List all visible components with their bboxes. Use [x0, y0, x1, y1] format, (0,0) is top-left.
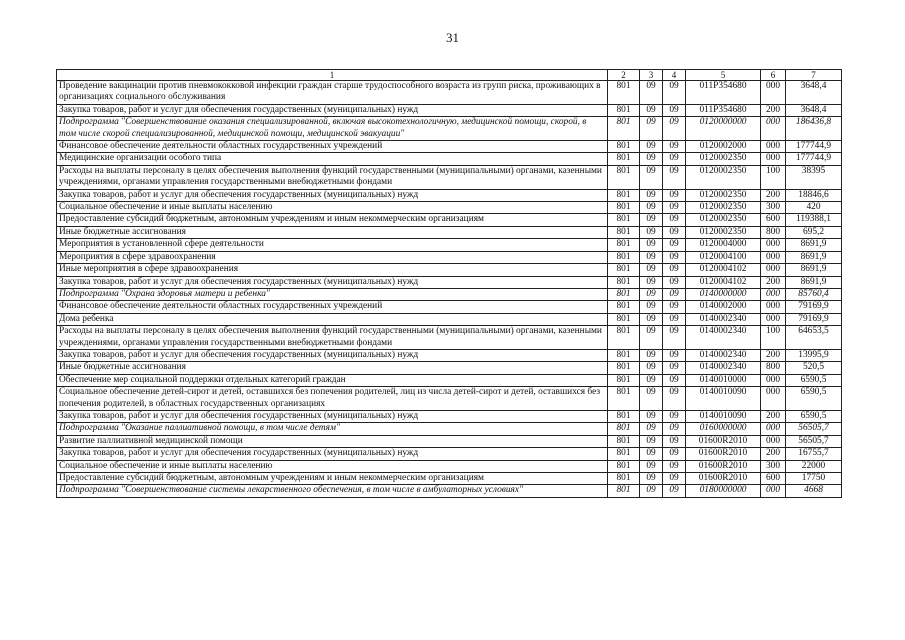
amount-cell: 17750 — [786, 473, 842, 485]
expense-name-cell: Развитие паллиативной медицинской помощи — [57, 435, 608, 447]
table-row — [57, 374, 842, 386]
subsection-code-cell: 09 — [663, 349, 686, 361]
section-code-cell: 09 — [640, 239, 663, 251]
table-row — [57, 153, 842, 165]
table-row — [57, 214, 842, 226]
subprogram-row — [57, 485, 842, 497]
expense-type-cell: 300 — [761, 460, 786, 472]
subsection-code-cell: 09 — [663, 435, 686, 447]
subprogram-row — [57, 117, 842, 141]
expense-name-cell: Закупка товаров, работ и услуг для обеспечения государственных (муниципальных) нужд — [57, 189, 608, 201]
expense-name-cell: Подпрограмма "Охрана здоровья матери и ребенка" — [57, 288, 608, 300]
target-article-cell: 0120004102 — [686, 264, 761, 276]
amount-cell: 6590,5 — [786, 410, 842, 422]
target-article-cell: 0140002000 — [686, 301, 761, 313]
subsection-code-cell: 09 — [663, 239, 686, 251]
expense-name-cell: Расходы на выплаты персоналу в целях обеспечения выполнения функций государственными (муниципальными) органами, казенными учреждениями, органами управления государственными внебюджетными фондами — [57, 326, 608, 350]
amount-cell: 177744,9 — [786, 153, 842, 165]
table-row — [57, 326, 842, 350]
target-article-cell: 0120000000 — [686, 117, 761, 141]
expense-type-cell: 000 — [761, 264, 786, 276]
budget-table — [56, 69, 842, 498]
target-article-cell: 0160000000 — [686, 423, 761, 435]
expense-name-cell: Закупка товаров, работ и услуг для обеспечения государственных (муниципальных) нужд — [57, 349, 608, 361]
ministry-code-cell: 801 — [608, 301, 640, 313]
table-row — [57, 141, 842, 153]
amount-cell: 8691,9 — [786, 276, 842, 288]
section-code-cell: 09 — [640, 214, 663, 226]
table-row — [57, 313, 842, 325]
section-code-cell: 09 — [640, 435, 663, 447]
expense-type-cell: 000 — [761, 423, 786, 435]
expense-type-cell: 000 — [761, 374, 786, 386]
subsection-code-cell: 09 — [663, 288, 686, 300]
amount-cell: 8691,9 — [786, 264, 842, 276]
page-number: 31 — [446, 30, 459, 45]
expense-type-cell: 600 — [761, 473, 786, 485]
table-row — [57, 460, 842, 472]
ministry-code-cell: 801 — [608, 485, 640, 497]
subsection-code-cell: 09 — [663, 226, 686, 238]
table-row — [57, 264, 842, 276]
header-cell: 6 — [761, 70, 786, 81]
section-code-cell: 09 — [640, 460, 663, 472]
section-code-cell: 09 — [640, 448, 663, 460]
ministry-code-cell: 801 — [608, 448, 640, 460]
ministry-code-cell: 801 — [608, 410, 640, 422]
subsection-code-cell: 09 — [663, 202, 686, 214]
header-cell: 7 — [786, 70, 842, 81]
header-cell: 5 — [686, 70, 761, 81]
expense-name-cell: Дома ребенка — [57, 313, 608, 325]
amount-cell: 85760,4 — [786, 288, 842, 300]
expense-name-cell: Иные мероприятия в сфере здравоохранения — [57, 264, 608, 276]
subsection-code-cell: 09 — [663, 362, 686, 374]
expense-type-cell: 100 — [761, 326, 786, 350]
subsection-code-cell: 09 — [663, 81, 686, 105]
expense-type-cell: 000 — [761, 313, 786, 325]
table-header-row — [57, 70, 842, 81]
expense-name-cell: Закупка товаров, работ и услуг для обеспечения государственных (муниципальных) нужд — [57, 104, 608, 116]
header-cell: 2 — [608, 70, 640, 81]
section-code-cell: 09 — [640, 374, 663, 386]
subsection-code-cell: 09 — [663, 165, 686, 189]
ministry-code-cell: 801 — [608, 214, 640, 226]
expense-type-cell: 000 — [761, 153, 786, 165]
expense-type-cell: 000 — [761, 485, 786, 497]
ministry-code-cell: 801 — [608, 226, 640, 238]
table-row — [57, 165, 842, 189]
expense-type-cell: 200 — [761, 104, 786, 116]
amount-cell: 64653,5 — [786, 326, 842, 350]
expense-type-cell: 000 — [761, 288, 786, 300]
target-article-cell: 0140010090 — [686, 387, 761, 411]
target-article-cell: 0140002340 — [686, 313, 761, 325]
target-article-cell: 0140010090 — [686, 410, 761, 422]
subsection-code-cell: 09 — [663, 141, 686, 153]
subsection-code-cell: 09 — [663, 387, 686, 411]
subsection-code-cell: 09 — [663, 423, 686, 435]
expense-name-cell: Расходы на выплаты персоналу в целях обеспечения выполнения функций государственными (муниципальными) органами, казенными учреждениями, органами управления государственными внебюджетными фондами — [57, 165, 608, 189]
ministry-code-cell: 801 — [608, 313, 640, 325]
table-row — [57, 301, 842, 313]
subsection-code-cell: 09 — [663, 214, 686, 226]
section-code-cell: 09 — [640, 288, 663, 300]
table-row — [57, 202, 842, 214]
header-cell: 1 — [57, 70, 608, 81]
ministry-code-cell: 801 — [608, 153, 640, 165]
amount-cell: 56505,7 — [786, 423, 842, 435]
amount-cell: 177744,9 — [786, 141, 842, 153]
expense-name-cell: Закупка товаров, работ и услуг для обеспечения государственных (муниципальных) нужд — [57, 276, 608, 288]
amount-cell: 79169,9 — [786, 313, 842, 325]
expense-name-cell: Иные бюджетные ассигнования — [57, 362, 608, 374]
subsection-code-cell: 09 — [663, 301, 686, 313]
section-code-cell: 09 — [640, 326, 663, 350]
ministry-code-cell: 801 — [608, 81, 640, 105]
amount-cell: 4668 — [786, 485, 842, 497]
amount-cell: 13995,9 — [786, 349, 842, 361]
section-code-cell: 09 — [640, 202, 663, 214]
subsection-code-cell: 09 — [663, 326, 686, 350]
subsection-code-cell: 09 — [663, 117, 686, 141]
expense-type-cell: 000 — [761, 141, 786, 153]
section-code-cell: 09 — [640, 473, 663, 485]
subsection-code-cell: 09 — [663, 313, 686, 325]
ministry-code-cell: 801 — [608, 387, 640, 411]
amount-cell: 8691,9 — [786, 239, 842, 251]
amount-cell: 16755,7 — [786, 448, 842, 460]
expense-name-cell: Подпрограмма "Совершенствование оказания специализированной, включая высокотехнологичную, медицинской помощи, скорой, в том числе скорой специализированной, медицинской помощи, медицинской эвакуации" — [57, 117, 608, 141]
table-row — [57, 251, 842, 263]
section-code-cell: 09 — [640, 153, 663, 165]
table-row — [57, 410, 842, 422]
expense-type-cell: 200 — [761, 410, 786, 422]
subsection-code-cell: 09 — [663, 374, 686, 386]
section-code-cell: 09 — [640, 104, 663, 116]
section-code-cell: 09 — [640, 349, 663, 361]
table-row — [57, 189, 842, 201]
section-code-cell: 09 — [640, 485, 663, 497]
expense-name-cell: Предоставление субсидий бюджетным, автономным учреждениям и иным некоммерческим организациям — [57, 473, 608, 485]
amount-cell: 8691,9 — [786, 251, 842, 263]
subsection-code-cell: 09 — [663, 448, 686, 460]
section-code-cell: 09 — [640, 81, 663, 105]
amount-cell: 695,2 — [786, 226, 842, 238]
table-row — [57, 387, 842, 411]
expense-type-cell: 000 — [761, 117, 786, 141]
target-article-cell: 0180000000 — [686, 485, 761, 497]
table-row — [57, 435, 842, 447]
target-article-cell: 011P354680 — [686, 104, 761, 116]
expense-type-cell: 800 — [761, 362, 786, 374]
expense-type-cell: 800 — [761, 226, 786, 238]
subsection-code-cell: 09 — [663, 189, 686, 201]
subsection-code-cell: 09 — [663, 460, 686, 472]
amount-cell: 420 — [786, 202, 842, 214]
ministry-code-cell: 801 — [608, 117, 640, 141]
amount-cell: 6590,5 — [786, 387, 842, 411]
table-row — [57, 349, 842, 361]
section-code-cell: 09 — [640, 264, 663, 276]
expense-type-cell: 000 — [761, 239, 786, 251]
expense-name-cell: Медицинские организации особого типа — [57, 153, 608, 165]
target-article-cell: 0120002350 — [686, 226, 761, 238]
expense-name-cell: Финансовое обеспечение деятельности областных государственных учреждений — [57, 141, 608, 153]
expense-name-cell: Подпрограмма "Совершенствование системы лекарственного обеспечения, в том числе в амбулаторных условиях" — [57, 485, 608, 497]
expense-type-cell: 000 — [761, 387, 786, 411]
subsection-code-cell: 09 — [663, 276, 686, 288]
expense-type-cell: 600 — [761, 214, 786, 226]
subsection-code-cell: 09 — [663, 485, 686, 497]
target-article-cell: 0120002350 — [686, 165, 761, 189]
target-article-cell: 0120004102 — [686, 276, 761, 288]
expense-name-cell: Финансовое обеспечение деятельности областных государственных учреждений — [57, 301, 608, 313]
section-code-cell: 09 — [640, 226, 663, 238]
target-article-cell: 01600R2010 — [686, 435, 761, 447]
expense-type-cell: 300 — [761, 202, 786, 214]
target-article-cell: 0140000000 — [686, 288, 761, 300]
expense-type-cell: 000 — [761, 301, 786, 313]
amount-cell: 38395 — [786, 165, 842, 189]
target-article-cell: 01600R2010 — [686, 460, 761, 472]
target-article-cell: 01600R2010 — [686, 448, 761, 460]
subsection-code-cell: 09 — [663, 153, 686, 165]
expense-type-cell: 200 — [761, 189, 786, 201]
ministry-code-cell: 801 — [608, 473, 640, 485]
table-row — [57, 239, 842, 251]
expense-type-cell: 200 — [761, 448, 786, 460]
expense-name-cell: Социальное обеспечение детей-сирот и детей, оставшихся без попечения родителей, лиц из числа детей-сирот и детей, оставшихся без попечения родителей, в областных государственных организациях — [57, 387, 608, 411]
section-code-cell: 09 — [640, 189, 663, 201]
ministry-code-cell: 801 — [608, 165, 640, 189]
section-code-cell: 09 — [640, 313, 663, 325]
target-article-cell: 0140010000 — [686, 374, 761, 386]
section-code-cell: 09 — [640, 141, 663, 153]
section-code-cell: 09 — [640, 165, 663, 189]
table-row — [57, 276, 842, 288]
amount-cell: 119388,1 — [786, 214, 842, 226]
target-article-cell: 0140002340 — [686, 326, 761, 350]
target-article-cell: 0120004000 — [686, 239, 761, 251]
section-code-cell: 09 — [640, 301, 663, 313]
amount-cell: 56505,7 — [786, 435, 842, 447]
subsection-code-cell: 09 — [663, 473, 686, 485]
table-row — [57, 104, 842, 116]
target-article-cell: 0120002350 — [686, 153, 761, 165]
expense-type-cell: 000 — [761, 251, 786, 263]
section-code-cell: 09 — [640, 410, 663, 422]
expense-name-cell: Закупка товаров, работ и услуг для обеспечения государственных (муниципальных) нужд — [57, 410, 608, 422]
target-article-cell: 011P354680 — [686, 81, 761, 105]
table-row — [57, 226, 842, 238]
expense-name-cell: Социальное обеспечение и иные выплаты населению — [57, 202, 608, 214]
subprogram-row — [57, 288, 842, 300]
table-row — [57, 473, 842, 485]
section-code-cell: 09 — [640, 117, 663, 141]
ministry-code-cell: 801 — [608, 264, 640, 276]
ministry-code-cell: 801 — [608, 251, 640, 263]
ministry-code-cell: 801 — [608, 374, 640, 386]
expense-name-cell: Иные бюджетные ассигнования — [57, 226, 608, 238]
target-article-cell: 0120002350 — [686, 202, 761, 214]
amount-cell: 18846,6 — [786, 189, 842, 201]
header-cell: 3 — [640, 70, 663, 81]
ministry-code-cell: 801 — [608, 276, 640, 288]
section-code-cell: 09 — [640, 423, 663, 435]
ministry-code-cell: 801 — [608, 239, 640, 251]
amount-cell: 3648,4 — [786, 81, 842, 105]
target-article-cell: 01600R2010 — [686, 473, 761, 485]
expense-name-cell: Проведение вакцинации против пневмококковой инфекции граждан старше трудоспособного возраста из групп риска, проживающих в организациях социального обслуживания — [57, 81, 608, 105]
target-article-cell: 0120002350 — [686, 214, 761, 226]
table-row — [57, 81, 842, 105]
target-article-cell: 0120002350 — [686, 189, 761, 201]
expense-name-cell: Обеспечение мер социальной поддержки отдельных категорий граждан — [57, 374, 608, 386]
amount-cell: 6590,5 — [786, 374, 842, 386]
table-row — [57, 448, 842, 460]
expense-name-cell: Закупка товаров, работ и услуг для обеспечения государственных (муниципальных) нужд — [57, 448, 608, 460]
expense-type-cell: 000 — [761, 435, 786, 447]
target-article-cell: 0140002340 — [686, 362, 761, 374]
table-row — [57, 362, 842, 374]
amount-cell: 79169,9 — [786, 301, 842, 313]
ministry-code-cell: 801 — [608, 435, 640, 447]
ministry-code-cell: 801 — [608, 104, 640, 116]
expense-name-cell: Мероприятия в установленной сфере деятельности — [57, 239, 608, 251]
ministry-code-cell: 801 — [608, 288, 640, 300]
header-cell: 4 — [663, 70, 686, 81]
ministry-code-cell: 801 — [608, 189, 640, 201]
expense-name-cell: Социальное обеспечение и иные выплаты населению — [57, 460, 608, 472]
expense-name-cell: Предоставление субсидий бюджетным, автономным учреждениям и иным некоммерческим организациям — [57, 214, 608, 226]
ministry-code-cell: 801 — [608, 202, 640, 214]
expense-name-cell: Мероприятия в сфере здравоохранения — [57, 251, 608, 263]
expense-name-cell: Подпрограмма "Оказание паллиативной помощи, в том числе детям" — [57, 423, 608, 435]
amount-cell: 186436,8 — [786, 117, 842, 141]
budget-table-body — [57, 70, 842, 498]
subsection-code-cell: 09 — [663, 264, 686, 276]
ministry-code-cell: 801 — [608, 349, 640, 361]
subprogram-row — [57, 423, 842, 435]
expense-type-cell: 200 — [761, 349, 786, 361]
target-article-cell: 0140002340 — [686, 349, 761, 361]
target-article-cell: 0120002000 — [686, 141, 761, 153]
amount-cell: 520,5 — [786, 362, 842, 374]
ministry-code-cell: 801 — [608, 423, 640, 435]
amount-cell: 3648,4 — [786, 104, 842, 116]
ministry-code-cell: 801 — [608, 326, 640, 350]
amount-cell: 22000 — [786, 460, 842, 472]
target-article-cell: 0120004100 — [686, 251, 761, 263]
ministry-code-cell: 801 — [608, 362, 640, 374]
expense-type-cell: 100 — [761, 165, 786, 189]
section-code-cell: 09 — [640, 387, 663, 411]
ministry-code-cell: 801 — [608, 141, 640, 153]
section-code-cell: 09 — [640, 276, 663, 288]
section-code-cell: 09 — [640, 251, 663, 263]
subsection-code-cell: 09 — [663, 104, 686, 116]
subsection-code-cell: 09 — [663, 410, 686, 422]
subsection-code-cell: 09 — [663, 251, 686, 263]
section-code-cell: 09 — [640, 362, 663, 374]
ministry-code-cell: 801 — [608, 460, 640, 472]
expense-type-cell: 200 — [761, 276, 786, 288]
expense-type-cell: 000 — [761, 81, 786, 105]
